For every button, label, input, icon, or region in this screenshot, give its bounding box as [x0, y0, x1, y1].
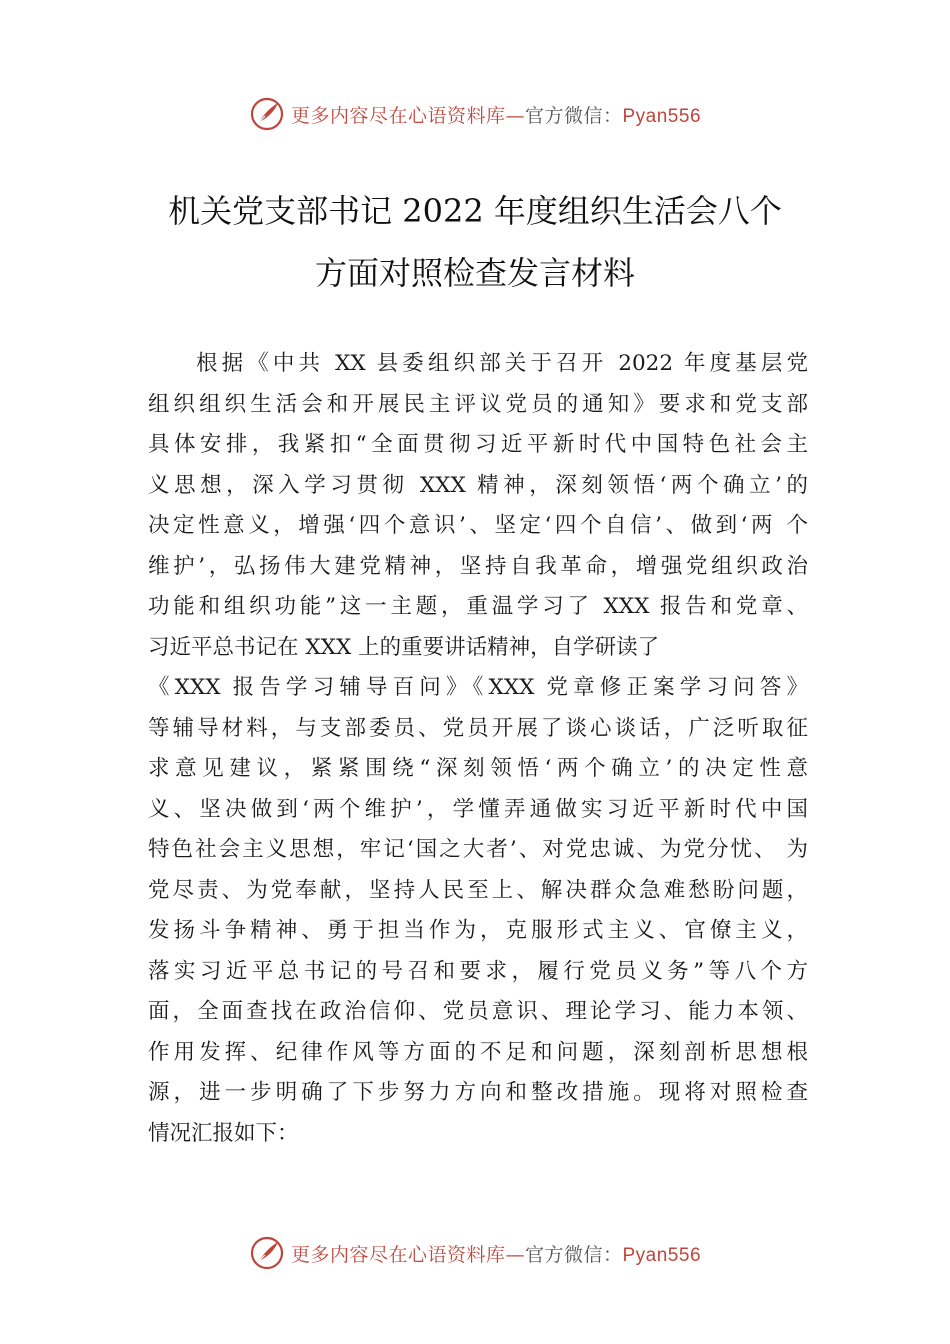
watermark-header	[0, 94, 950, 134]
body-line: 等辅导材料，与支部委员、党员开展了谈心谈话，广泛听取征	[148, 715, 808, 741]
watermark-wechat-id: Pyan556	[622, 105, 702, 127]
watermark-wechat-id: Pyan556	[622, 1244, 702, 1266]
body-line: 落实习近平总书记的号召和要求，履行党员义务”等八个方	[148, 958, 808, 984]
body-line: 党尽责、为党奉献，坚持人民至上、解决群众急难愁盼问题，	[148, 877, 808, 903]
body-line: 决定性意义，增强‘四个意识’、坚定‘四个自信’、做到‘两 个	[148, 513, 808, 538]
body-line: 具体安排，我紧扣“全面贯彻习近平新时代中国特色社会主	[148, 432, 808, 457]
watermark-separator: —	[505, 1243, 525, 1266]
watermark-site-name: 更多内容尽在心语资料库	[290, 1243, 506, 1266]
body-line: 特色社会主义思想，牢记‘国之大者’、对党忠诚、为党分忧、 为	[148, 837, 808, 862]
body-line: 《XXX 报告学习辅导百问》《XXX 党章修正案学习问答》	[148, 675, 808, 700]
watermark-footer	[0, 1233, 950, 1273]
body-line: 习近平总书记在 XXX 上的重要讲话精神，自学研读了	[148, 634, 660, 660]
watermark-text	[291, 1240, 701, 1267]
body-paragraph	[148, 344, 808, 1154]
document-title	[120, 180, 830, 304]
body-line: 组织组织生活会和开展民主评议党员的通知》要求和党支部	[148, 391, 808, 417]
body-line: 根据《中共 XX 县委组织部关于召开 2022 年度基层党	[196, 351, 808, 376]
title-line-1: 机关党支部书记 2022 年度组织生活会八个	[168, 192, 782, 230]
body-line: 义、坚决做到‘两个维护’，学懂弄通做实习近平新时代中国	[148, 796, 808, 822]
body-line: 义思想，深入学习贯彻 XXX 精神，深刻领悟‘两个确立’的	[148, 472, 808, 498]
body-line: 作用发挥、纪律作风等方面的不足和问题，深刻剖析思想根	[148, 1039, 808, 1065]
watermark-label: 官方微信：	[524, 104, 623, 127]
body-line: 功能和组织功能”这一主题，重温学习了 XXX 报告和党章、	[148, 594, 808, 619]
body-line: 求意见建议，紧紧围绕“深刻领悟‘两个确立’的决定性意	[148, 756, 808, 781]
quill-logo-icon	[249, 1235, 285, 1271]
title-line-2: 方面对照检查发言材料	[314, 254, 635, 292]
watermark-separator: —	[505, 104, 525, 127]
quill-logo-icon	[249, 96, 285, 132]
body-line: 情况汇报如下：	[148, 1120, 299, 1146]
watermark-text	[291, 101, 701, 128]
body-line: 维护’，弘扬伟大建党精神，坚持自我革命，增强党组织政治	[148, 553, 808, 579]
watermark-label: 官方微信：	[524, 1243, 623, 1266]
body-line: 面，全面查找在政治信仰、党员意识、理论学习、能力本领、	[148, 999, 808, 1024]
body-line: 发扬斗争精神、勇于担当作为，克服形式主义、官僚主义，	[148, 918, 808, 943]
watermark-site-name: 更多内容尽在心语资料库	[290, 104, 506, 127]
body-line: 源，进一步明确了下步努力方向和整改措施。现将对照检查	[148, 1080, 808, 1105]
